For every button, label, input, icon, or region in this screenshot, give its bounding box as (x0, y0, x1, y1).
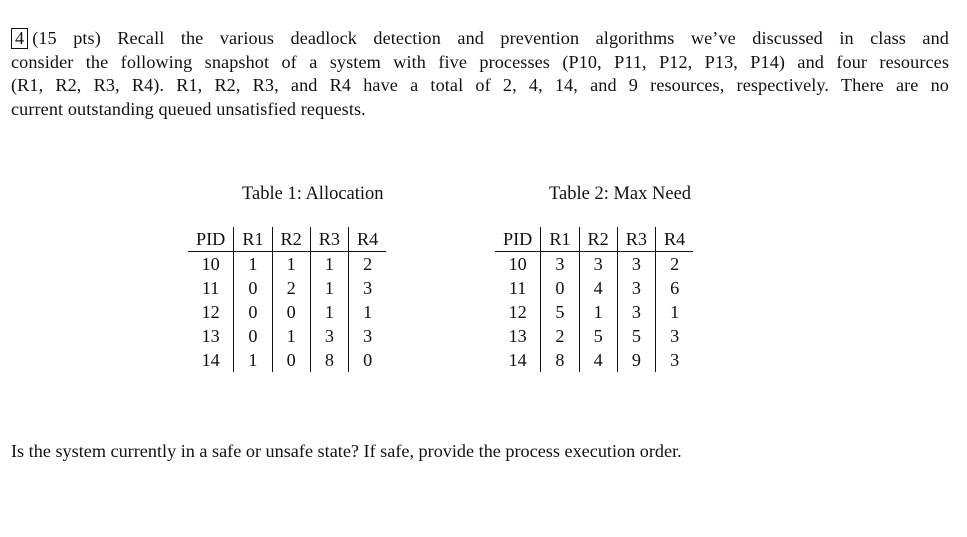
table-row (188, 252, 386, 277)
table-cell: 0 (349, 348, 387, 372)
table-cell: 1 (349, 300, 387, 324)
table-cell: 14 (508, 349, 527, 370)
table-cell: 10 (508, 253, 527, 274)
table-row (495, 324, 693, 348)
table-cell: 3 (656, 324, 694, 348)
table-cell: 13 (201, 325, 220, 346)
table-cell: 9 (617, 348, 655, 372)
column-header: R2 (579, 227, 617, 252)
table-row (495, 348, 693, 372)
table-cell: 12 (508, 301, 527, 322)
table-cell: 3 (349, 324, 387, 348)
table-cell: 3 (349, 276, 387, 300)
problem-line: consider the following snapshot of a system with five processes (P10, P11, P12, P13, P14) and four resources (11, 51, 949, 72)
table-cell: 0 (234, 276, 272, 300)
allocation-table (188, 227, 386, 372)
table-cell: 3 (541, 252, 579, 277)
table-cell: 2 (656, 252, 694, 277)
table-cell: 1 (272, 252, 310, 277)
table-cell: 2 (349, 252, 387, 277)
table-cell: 1 (234, 348, 272, 372)
table2-caption: Table 2: Max Need (549, 184, 692, 204)
table-cell: 1 (310, 300, 348, 324)
table-cell: 14 (201, 349, 220, 370)
table-cell: 0 (234, 300, 272, 324)
column-header: R3 (310, 227, 348, 252)
table-cell: 0 (272, 348, 310, 372)
table-cell: 3 (579, 252, 617, 277)
table-cell: 5 (541, 300, 579, 324)
table-row (188, 324, 386, 348)
table-cell: 12 (201, 301, 220, 322)
column-header: R2 (272, 227, 310, 252)
table-header-row (188, 227, 386, 252)
table-cell: 0 (541, 276, 579, 300)
table-cell: 3 (656, 348, 694, 372)
question-text: Is the system currently in a safe or unsafe state? If safe, provide the process execution order. (11, 441, 682, 461)
table-cell: 8 (541, 348, 579, 372)
problem-line: current outstanding queued unsatisfied requests. (11, 98, 366, 119)
table-cell: 13 (508, 325, 527, 346)
table-cell: 3 (617, 300, 655, 324)
problem-line (11, 27, 949, 51)
table-row (188, 348, 386, 372)
problem-line: (R1, R2, R3, R4). R1, R2, R3, and R4 have a total of 2, 4, 14, and 9 resources, respectively. There are no (11, 75, 949, 96)
table-header-row (495, 227, 693, 252)
table-cell: 10 (201, 253, 220, 274)
problem-line-text: (15 pts) Recall the various deadlock detection and prevention algorithms we’ve discussed in class and (32, 28, 949, 48)
table1-caption: Table 1: Allocation (242, 184, 384, 204)
table-row (495, 252, 693, 277)
table-cell: 1 (272, 324, 310, 348)
table-cell: 3 (310, 324, 348, 348)
column-header: R1 (541, 227, 579, 252)
table-cell: 5 (617, 324, 655, 348)
question-number-box: 4 (11, 28, 28, 49)
table-row (188, 300, 386, 324)
table-row (495, 276, 693, 300)
column-header: R1 (234, 227, 272, 252)
table-cell: 1 (310, 276, 348, 300)
table-cell: 3 (617, 252, 655, 277)
table-cell: 5 (579, 324, 617, 348)
table-cell: 1 (579, 300, 617, 324)
table-cell: 11 (201, 277, 220, 298)
column-header: R4 (656, 227, 694, 252)
table-cell: 0 (234, 324, 272, 348)
table-cell: 1 (310, 252, 348, 277)
max-need-table (495, 227, 693, 372)
table-cell: 1 (234, 252, 272, 277)
column-header: PID (495, 227, 541, 252)
table-cell: 3 (617, 276, 655, 300)
column-header: R4 (349, 227, 387, 252)
table-cell: 0 (272, 300, 310, 324)
table-cell: 2 (541, 324, 579, 348)
column-header: R3 (617, 227, 655, 252)
table-cell: 11 (508, 277, 527, 298)
table-cell: 1 (656, 300, 694, 324)
column-header: PID (188, 227, 234, 252)
table-cell: 4 (579, 348, 617, 372)
table-cell: 2 (272, 276, 310, 300)
table-cell: 8 (310, 348, 348, 372)
table-cell: 4 (579, 276, 617, 300)
problem-statement (11, 27, 949, 121)
table-row (188, 276, 386, 300)
table-row (495, 300, 693, 324)
table-cell: 6 (656, 276, 694, 300)
